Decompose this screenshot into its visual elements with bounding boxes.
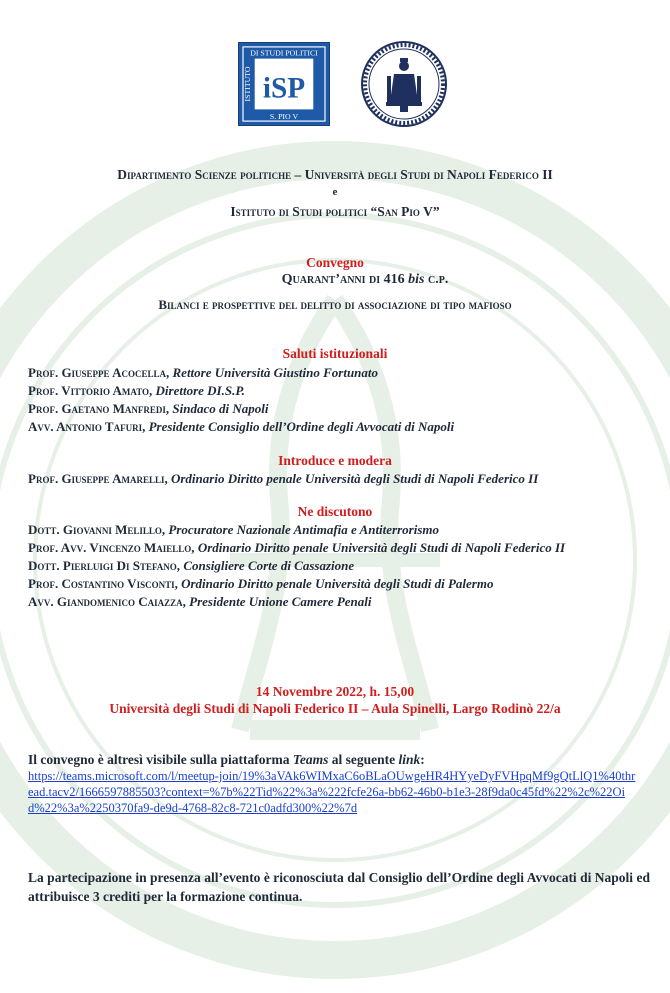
- teams-meeting-link[interactable]: https://teams.microsoft.com/l/meetup-join/19%3aVAk6WIMxaC6oBLaOUwgeHR4HYyeDyFVHpqMf9gQtLlQ1%40thread.tacv2/1666597885503?context=%7b%22Tid%22%3a%222fcfe26a-bb62-46b0-b1e3-28f9da0c45fd%22%2c%22Oid%22%3a%2250370fa9-de9d-4768-82c8-721c0adfd300%22%7d: [28, 769, 636, 815]
- list-item: [28, 364, 653, 382]
- person-role: Presidente Consiglio dell’Ordine degli Avvocati di Napoli: [148, 419, 455, 434]
- person-name: Dott. Giovanni Melillo,: [28, 522, 166, 537]
- person-role: Ordinario Diritto penale Università degli Studi di Napoli Federico II: [197, 540, 566, 555]
- accreditation-note: La partecipazione in presenza all’evento è riconosciuta dal Consiglio dell’Ordine degli Avvocati di Napoli ed attribuisce 3 crediti per la formazione continua.: [28, 870, 650, 904]
- person-name: Prof. Avv. Vincenzo Maiello,: [28, 540, 195, 555]
- isp-logo-left: ISTITUTO: [242, 66, 252, 102]
- list-item: [28, 470, 653, 488]
- person-role: Ordinario Diritto penale Università degli Studi di Palermo: [181, 576, 494, 591]
- event-datetime: 14 Novembre 2022, h. 15,00: [255, 684, 415, 699]
- saluti-heading: Saluti istituzionali: [282, 346, 388, 361]
- list-item: [28, 557, 653, 575]
- list-item: [28, 418, 653, 436]
- person-name: Prof. Gaetano Manfredi,: [28, 401, 170, 416]
- saluti-list: [28, 364, 653, 436]
- list-item: [28, 400, 653, 418]
- person-role: Ordinario Diritto penale Università degli Studi di Napoli Federico II: [170, 471, 539, 486]
- person-role: Sindaco di Napoli: [172, 401, 269, 416]
- person-name: Avv. Giandomenico Caiazza,: [28, 594, 186, 609]
- person-role: Consigliere Corte di Cassazione: [183, 558, 355, 573]
- teams-text-middle: al seguente: [331, 752, 396, 767]
- person-name: Prof. Giuseppe Acocella,: [28, 365, 170, 380]
- introduce-heading: Introduce e modera: [278, 453, 392, 468]
- convegno-title-prefix: Quarant’anni di: [281, 272, 381, 287]
- convegno-title-number: 416: [383, 272, 405, 287]
- list-item: [28, 521, 653, 539]
- logos-row: [0, 40, 670, 132]
- list-item: [28, 593, 653, 611]
- teams-text-before: Il convegno è altresì visibile sulla piattaforma: [28, 752, 290, 767]
- isp-logo-top: DI STUDI POLITICI: [250, 48, 318, 58]
- convegno-label: Convegno: [306, 255, 364, 270]
- header-and: e: [332, 186, 338, 198]
- person-role: Presidente Unione Camere Penali: [189, 594, 372, 609]
- person-name: Prof. Giuseppe Amarelli,: [28, 471, 168, 486]
- person-role: Direttore DI.S.P.: [155, 383, 245, 398]
- isp-logo-bottom: S. PIO V: [269, 112, 299, 122]
- person-name: Prof. Costantino Visconti,: [28, 576, 178, 591]
- person-role: Procuratore Nazionale Antimafia e Antiterrorismo: [168, 522, 440, 537]
- teams-intro: [28, 752, 653, 768]
- list-item: [28, 539, 653, 557]
- convegno-title-bis: bis: [408, 272, 425, 287]
- person-name: Dott. Pierluigi Di Stefano,: [28, 558, 181, 573]
- university-seal: [360, 40, 448, 128]
- convegno-title-suffix: c.p.: [428, 272, 449, 287]
- institute-line: Istituto di Studi politici “San Pio V”: [230, 204, 440, 219]
- person-name: Prof. Vittorio Amato,: [28, 383, 153, 398]
- isp-logo-letters: iSP: [262, 72, 306, 105]
- event-location: Università degli Studi di Napoli Federico II – Aula Spinelli, Largo Rodinò 22/a: [109, 701, 561, 716]
- introduce-list: [28, 470, 653, 488]
- teams-platform: Teams: [292, 752, 329, 767]
- isp-logo: [238, 42, 330, 126]
- discutono-heading: Ne discutono: [297, 504, 373, 519]
- list-item: [28, 575, 653, 593]
- person-name: Avv. Antonio Tafuri,: [28, 419, 146, 434]
- convegno-title: [0, 272, 670, 288]
- list-item: [28, 382, 653, 400]
- teams-text-after: :: [420, 752, 425, 767]
- convegno-subtitle: Bilanci e prospettive del delitto di associazione di tipo mafioso: [158, 297, 512, 312]
- department-line: Dipartimento Scienze politiche – Università degli Studi di Napoli Federico II: [117, 167, 553, 182]
- person-role: Rettore Università Giustino Fortunato: [172, 365, 379, 380]
- discutono-list: [28, 521, 653, 611]
- teams-link-word: link: [398, 752, 421, 767]
